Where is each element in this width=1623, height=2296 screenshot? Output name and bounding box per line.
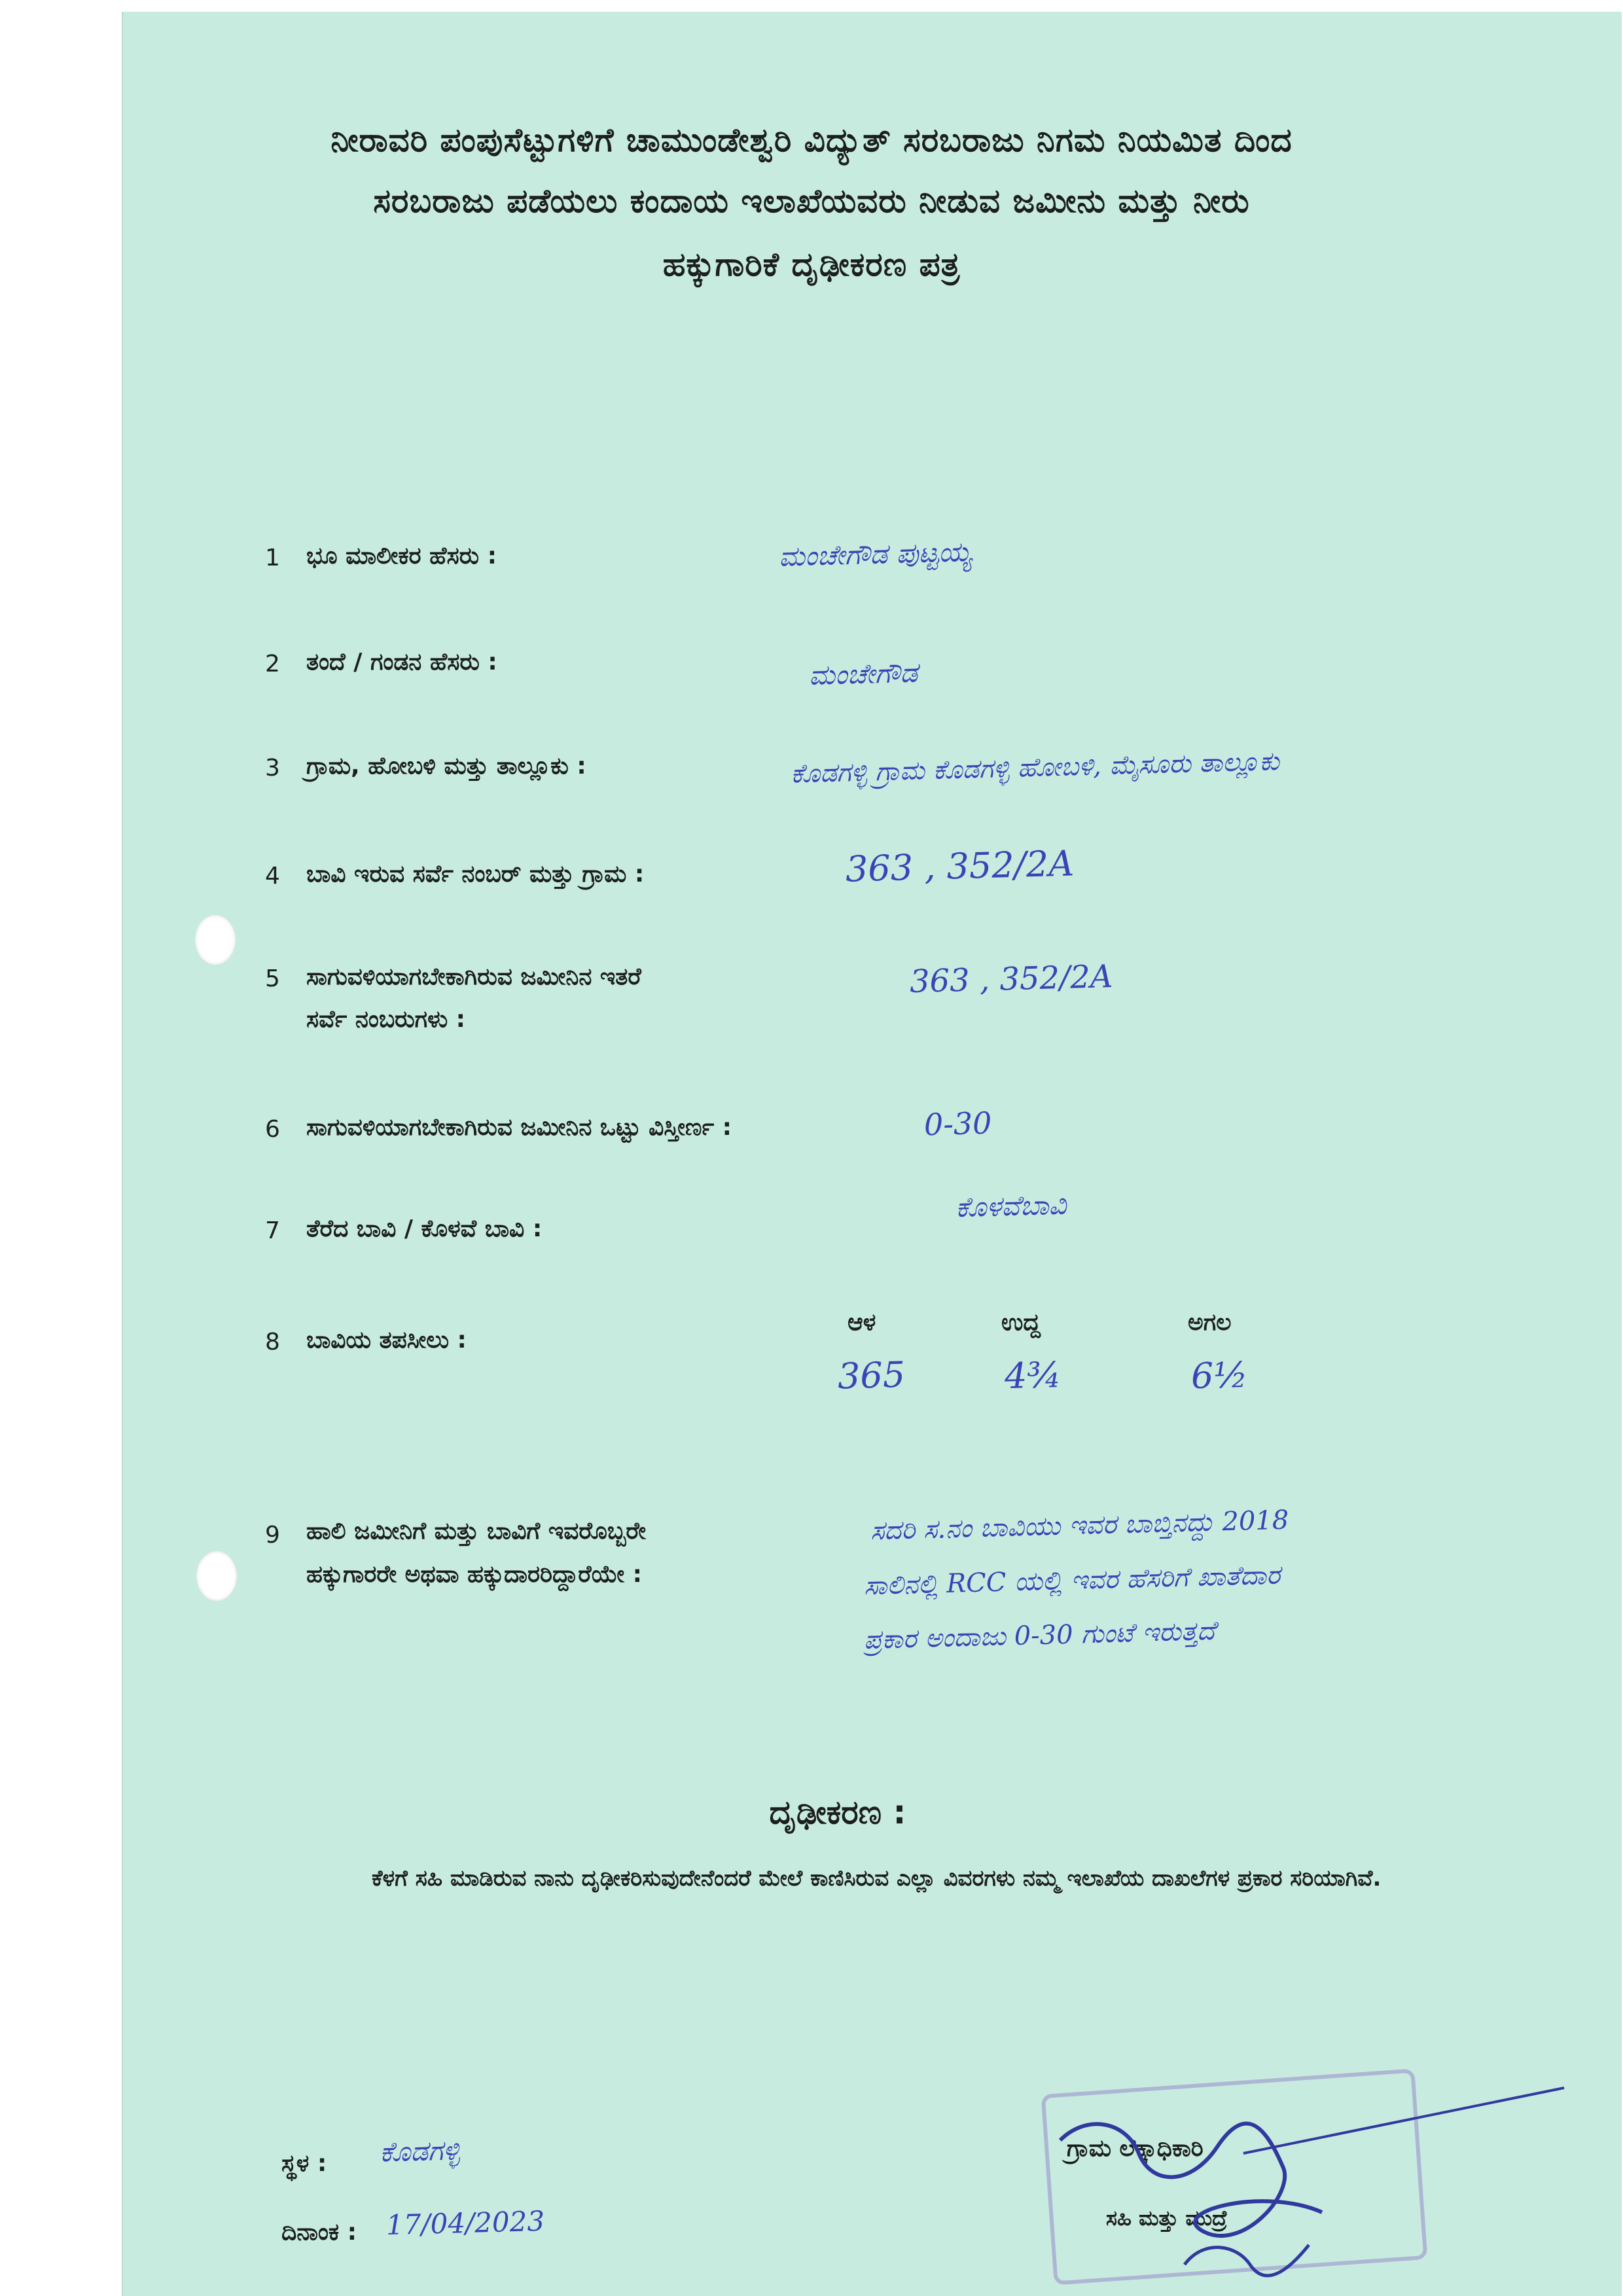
rights-holder-label-line-1: ಹಾಲಿ ಜಮೀನಿಗೆ ಮತ್ತು ಬಾವಿಗೆ ಇವರೊಬ್ಬರೇ — [306, 1518, 647, 1545]
owner-name-value: ಮಂಚೇಗೌಡ ಪುಟ್ಟಯ್ಯ — [778, 535, 972, 573]
remark-line-1: ಸದರಿ ಸ.ನಂ ಬಾವಿಯು ಇವರ ಬಾಬ್ತಿನದ್ದು 2018 — [870, 1505, 1289, 1547]
field-number: 2 — [265, 651, 280, 677]
other-survey-label-line-2: ಸರ್ವೆ ನಂಬರುಗಳು : — [306, 1006, 466, 1033]
well-length-label: ಉದ್ದ — [1001, 1309, 1041, 1336]
field-number: 3 — [265, 755, 280, 781]
field-number: 7 — [265, 1217, 280, 1244]
owner-name-label: ಭೂ ಮಾಲೀಕರ ಹೆಸರು : — [306, 543, 497, 569]
field-number: 1 — [265, 545, 280, 571]
field-number: 5 — [265, 965, 280, 992]
date-value: 17/04/2023 — [385, 2204, 545, 2242]
certification-heading: ದೃಢೀಕರಣ : — [769, 1793, 906, 1831]
well-depth-value: 365 — [837, 1354, 906, 1397]
other-survey-value: 363 , 352/2A — [909, 958, 1114, 1001]
father-name-value: ಮಂಚೇಗೌಡ — [808, 656, 918, 692]
village-label: ಗ್ರಾಮ, ಹೋಬಳಿ ಮತ್ತು ತಾಲ್ಲೂಕು : — [306, 753, 586, 780]
date-label: ದಿನಾಂಕ : — [281, 2219, 357, 2246]
field-number: 6 — [265, 1116, 280, 1143]
punch-hole — [195, 915, 236, 965]
remark-line-3: ಪ್ರಕಾರ ಅಂದಾಜು 0-30 ಗುಂಟೆ ಇರುತ್ತದೆ — [863, 1615, 1216, 1656]
well-type-label: ತೆರೆದ ಬಾವಿ / ಕೊಳವೆ ಬಾವಿ : — [306, 1215, 543, 1242]
well-length-value: 4¾ — [1004, 1354, 1062, 1397]
total-area-value: 0-30 — [923, 1105, 993, 1143]
other-survey-label-line-1: ಸಾಗುವಳಿಯಾಗಬೇಕಾಗಿರುವ ಜಮೀನಿನ ಇತರೆ — [306, 963, 641, 990]
signature-and-seal-label: ಸಹಿ ಮತ್ತು ಮುದ್ರೆ — [1106, 2206, 1228, 2231]
remark-line-2: ಸಾಲಿನಲ್ಲಿ RCC ಯಲ್ಲಿ ಇವರ ಹೆಸರಿಗೆ ಖಾತೆದಾರ — [863, 1560, 1281, 1602]
certification-text: ಕೆಳಗೆ ಸಹಿ ಮಾಡಿರುವ ನಾನು ದೃಢೀಕರಿಸುವುದೇನೆಂದರೆ ಮೇಲೆ ಕಾಣಿಸಿರುವ ಎಲ್ಲಾ ವಿವರಗಳು ನಮ್ಮ ಇಲಾಖೆಯ ದಾಖಲೆಗಳ ಪ್ರಕಾರ ಸರಿಯಾಗಿವೆ. — [372, 1865, 1382, 1892]
survey-number-label: ಬಾವಿ ಇರುವ ಸರ್ವೆ ನಂಬರ್ ಮತ್ತು ಗ್ರಾಮ : — [306, 861, 645, 888]
father-name-label: ತಂದೆ / ಗಂಡನ ಹೆಸರು : — [306, 649, 497, 675]
field-number: 4 — [265, 863, 280, 889]
title-line-2: ಸರಬರಾಜು ಪಡೆಯಲು ಕಂದಾಯ ಇಲಾಖೆಯವರು ನೀಡುವ ಜಮೀನು ಮತ್ತು ನೀರು — [373, 182, 1250, 220]
well-depth-label: ಆಳ — [847, 1309, 876, 1336]
title-line-3: ಹಕ್ಕುಗಾರಿಕೆ ದೃಢೀಕರಣ ಪತ್ರ — [662, 245, 961, 283]
rights-holder-label-line-2: ಹಕ್ಕುಗಾರರೇ ಅಥವಾ ಹಕ್ಕುದಾರರಿದ್ದಾರೆಯೇ : — [306, 1561, 643, 1588]
title-line-1: ನೀರಾವರಿ ಪಂಪುಸೆಟ್ಟುಗಳಿಗೆ ಚಾಮುಂಡೇಶ್ವರಿ ವಿದ್ಯುತ್ ಸರಬರಾಜು ನಿಗಮ ನಿಯಮಿತ ದಿಂದ — [330, 121, 1293, 159]
field-number: 9 — [265, 1522, 280, 1549]
place-label: ಸ್ಥಳ : — [281, 2150, 327, 2177]
place-value: ಕೊಡಗಳ್ಳಿ — [379, 2134, 460, 2168]
document-sheet — [122, 12, 1622, 2296]
well-details-label: ಬಾವಿಯ ತಪಸೀಲು : — [306, 1327, 467, 1354]
officer-designation: ಗ್ರಾಮ ಲೆಕ್ಕಾಧಿಕಾರಿ — [1067, 2135, 1204, 2162]
punch-hole — [196, 1551, 237, 1601]
total-area-label: ಸಾಗುವಳಿಯಾಗಬೇಕಾಗಿರುವ ಜಮೀನಿನ ಒಟ್ಟು ವಿಸ್ತೀರ್ಣ : — [306, 1114, 732, 1141]
survey-number-value: 363 , 352/2A — [845, 842, 1075, 890]
well-width-value: 6½ — [1190, 1354, 1249, 1397]
field-number: 8 — [265, 1329, 280, 1355]
village-value: ಕೊಡಗಳ್ಳಿ ಗ್ರಾಮ ಕೊಡಗಳ್ಳಿ ಹೋಬಳಿ, ಮೈಸೂರು ತಾಲ್ಲೂಕು — [790, 746, 1280, 789]
well-type-value: ಕೊಳವೆಬಾವಿ — [955, 1188, 1067, 1224]
well-width-label: ಅಗಲ — [1188, 1309, 1232, 1336]
signature-mark — [1047, 2081, 1584, 2284]
